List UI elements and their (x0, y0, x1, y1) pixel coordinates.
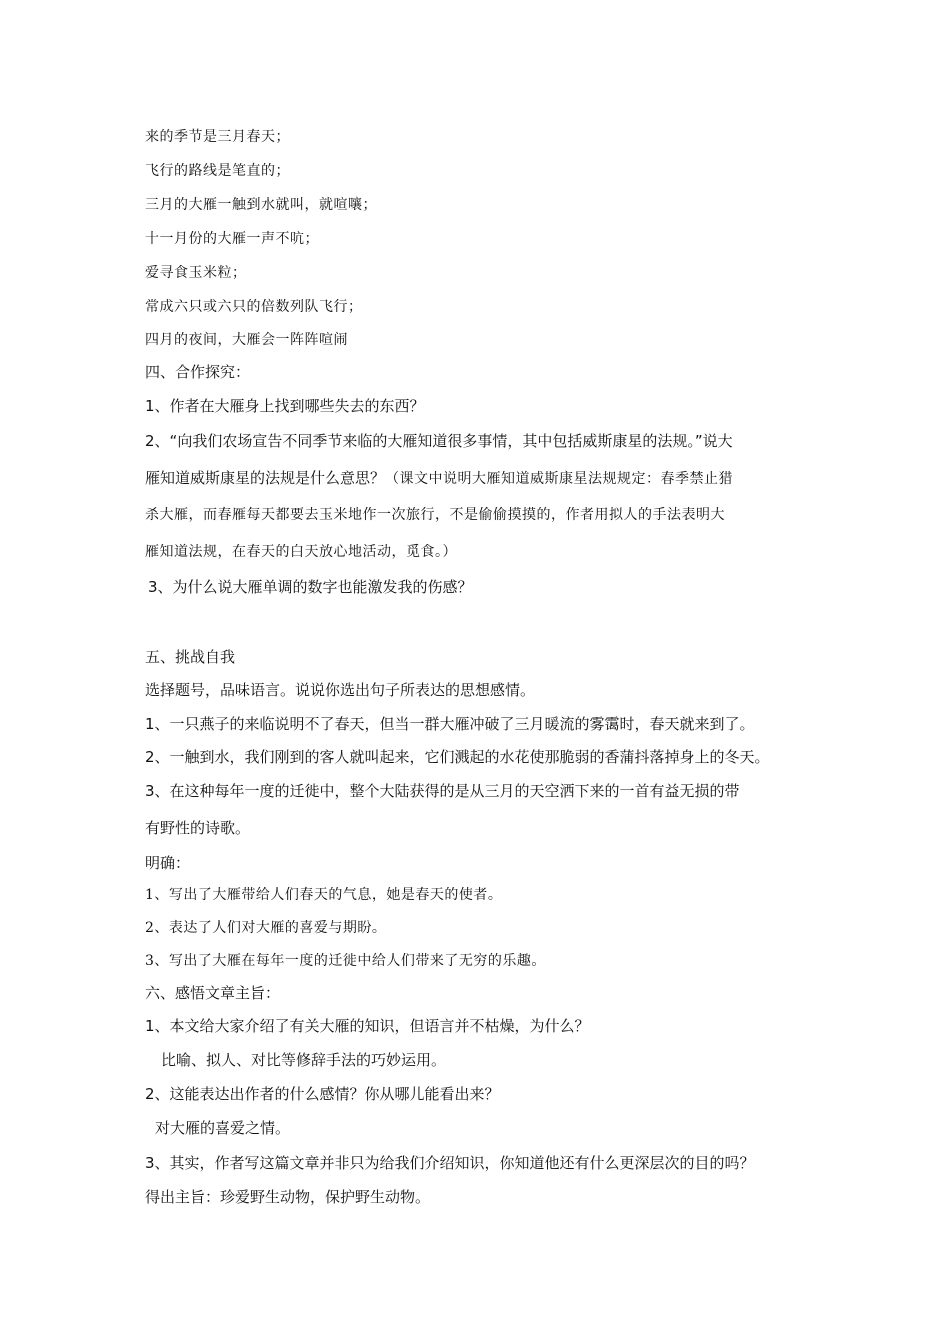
section5-answer-3: 3、写出了大雁在每年一度的迁徙中给人们带来了无穷的乐趣。 (145, 953, 546, 969)
fact-line-7: 四月的夜间，大雁会一阵阵喧闹 (145, 332, 348, 348)
section5-heading: 五、挑战自我 (145, 648, 236, 666)
section6-answer-2: 对大雁的喜爱之情。 (155, 1119, 291, 1137)
section4-question-2-line-1: 2、“向我们农场宣告不同季节来临的大雁知道很多事情，其中包括威斯康星的法规。”说大 (145, 432, 733, 450)
section5-sentence-1: 1、一只燕子的来临说明不了春天，但当一群大雁冲破了三月暖流的雾霭时，春天就来到了。 (145, 715, 755, 733)
section5-sentence-2: 2、一触到水，我们刚到的客人就叫起来，它们溅起的水花使那脆弱的香蒲抖落掉身上的冬天。 (145, 748, 770, 766)
section4-question-2-note: （课文中说明大雁知道威斯康星法规规定：春季禁止猎 (385, 471, 734, 487)
section5-intro: 选择题号，品味语言。说说你选出句子所表达的思想感情。 (145, 681, 536, 699)
fact-line-4: 十一月份的大雁一声不吭； (145, 231, 319, 247)
section5-answer-2: 2、表达了人们对大雁的喜爱与期盼。 (145, 920, 387, 936)
section4-question-2-line-4: 雁知道法规，在春天的白天放心地活动，觅食。） (145, 544, 457, 560)
section6-question-3: 3、其实，作者写这篇文章并非只为给我们介绍知识，你知道他还有什么更深层次的目的吗？ (145, 1154, 755, 1172)
fact-line-3: 三月的大雁一触到水就叫，就喧嚷； (145, 197, 377, 213)
section6-conclusion: 得出主旨：珍爱野生动物，保护野生动物。 (145, 1188, 431, 1206)
section4-question-1: 1、作者在大雁身上找到哪些失去的东西？ (145, 397, 425, 415)
section4-question-3: 3、为什么说大雁单调的数字也能激发我的伤感？ (148, 578, 473, 596)
section5-answer-1: 1、写出了大雁带给人们春天的气息，她是春天的使者。 (145, 887, 503, 903)
section5-answer-label: 明确： (145, 854, 191, 872)
fact-line-1: 来的季节是三月春天； (145, 129, 290, 145)
section6-heading: 六、感悟文章主旨： (145, 984, 281, 1002)
section4-question-2-line-2 (145, 468, 733, 489)
section5-sentence-3-line-2: 有野性的诗歌。 (145, 819, 251, 837)
section5-sentence-3-line-1: 3、在这种每年一度的迁徙中，整个大陆获得的是从三月的天空洒下来的一首有益无损的带 (145, 782, 740, 800)
section4-question-2-text: 雁知道威斯康星的法规是什么意思？ (145, 469, 386, 487)
section4-question-2-line-3: 杀大雁，而春雁每天都要去玉米地作一次旅行，不是偷偷摸摸的，作者用拟人的手法表明大 (145, 507, 725, 523)
section6-question-1: 1、本文给大家介绍了有关大雁的知识，但语言并不枯燥，为什么？ (145, 1017, 590, 1035)
fact-line-2: 飞行的路线是笔直的； (145, 163, 290, 179)
section4-heading: 四、合作探究： (145, 363, 251, 381)
fact-line-5: 爱寻食玉米粒； (145, 265, 247, 281)
fact-line-6: 常成六只或六只的倍数列队飞行； (145, 299, 363, 315)
section6-question-2: 2、这能表达出作者的什么感情？你从哪儿能看出来？ (145, 1085, 500, 1103)
section6-answer-1: 比喻、拟人、对比等修辞手法的巧妙运用。 (161, 1051, 447, 1069)
